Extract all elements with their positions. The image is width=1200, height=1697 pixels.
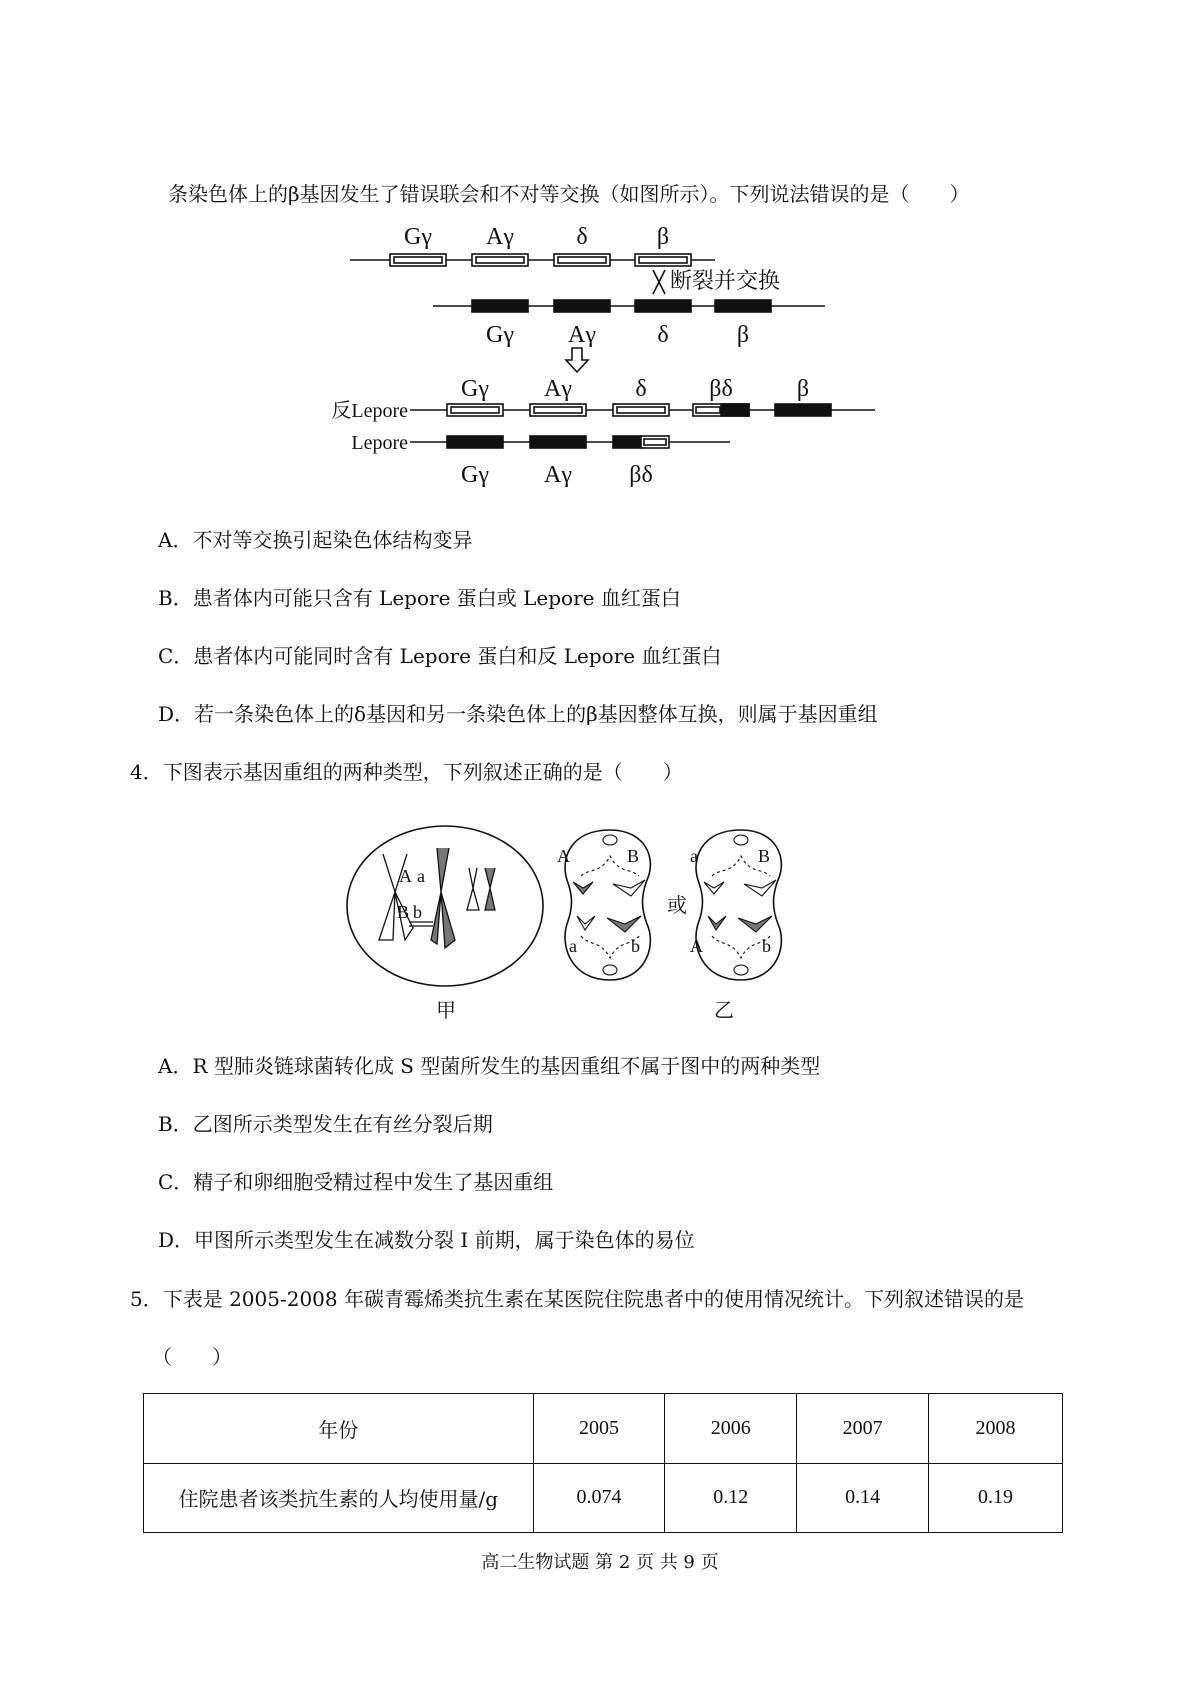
q5-stem: 5．下表是 2005-2008 年碳青霉烯类抗生素在某医院住院患者中的使用情况统计。下列叙述错误的是 [130,1287,1024,1311]
recombination-diagram [345,818,865,998]
q3-option-c: C．患者体内可能同时含有 Lepore 蛋白和反 Lepore 血红蛋白 [158,644,722,668]
q4-option-d: D．甲图所示类型发生在减数分裂 I 前期，属于染色体的易位 [158,1228,695,1252]
value-2005: 0.074 [533,1463,665,1533]
q3-option-a: A．不对等交换引起染色体结构变异 [158,528,473,552]
yi1-label-a-lower: a [569,936,577,956]
label-a3: Aγ [544,376,572,402]
page-footer: 高二生物试题 第 2 页 共 9 页 [481,1552,719,1573]
yi2-label-b-lower: b [762,936,771,956]
yi2-label-a-lower: a [690,846,698,866]
label-g4: Gγ [461,462,489,488]
row-anti-lepore: 反Lepore [331,400,408,422]
label-bd3: βδ [709,376,733,402]
yi1-label-b-lower: b [631,936,640,956]
q4-option-a: A．R 型肺炎链球菌转化成 S 型菌所发生的基因重组不属于图中的两种类型 [158,1054,821,1078]
row-label: 住院患者该类抗生素的人均使用量/g [144,1463,534,1533]
label-g3: Gγ [461,376,489,402]
yi1-label-a-upper: A [557,846,570,866]
q3-option-d: D．若一条染色体上的δ基因和另一条染色体上的β基因整体互换，则属于基因重组 [158,702,878,726]
label-b2: β [736,322,750,348]
row-lepore: Lepore [351,432,408,454]
caption-jia: 甲 [436,998,456,1022]
q4-stem: 4．下图表示基因重组的两种类型，下列叙述正确的是（ ） [130,760,683,784]
label-d1: δ [576,224,588,250]
jia-label-b-upper: B [397,902,410,922]
q3-option-b: B．患者体内可能只含有 Lepore 蛋白或 Lepore 血红蛋白 [158,586,681,610]
yi1-label-b-upper: B [627,846,640,866]
label-a1: Aγ [486,224,514,250]
jia-label-b-lower: b [413,902,422,922]
antibiotic-usage-table [143,1393,1063,1533]
q5-paren: （ ） [152,1345,232,1369]
yi2-label-a-upper: A [690,936,703,956]
label-d3: δ [635,376,647,402]
value-2006: 0.12 [665,1463,797,1533]
header-year: 年份 [144,1394,534,1464]
label-a4: Aγ [544,462,572,488]
table-header-row [144,1394,1063,1464]
header-2008: 2008 [929,1394,1063,1464]
caption-yi: 乙 [714,998,734,1022]
label-bd4: βδ [629,462,653,488]
jia-label-a-lower: a [417,866,425,886]
header-2006: 2006 [665,1394,797,1464]
label-a2: Aγ [568,322,596,348]
value-2008: 0.19 [929,1463,1063,1533]
value-2007: 0.14 [797,1463,929,1533]
or-label: 或 [667,895,687,917]
yi2-label-b-upper: B [758,846,771,866]
q4-option-c: C．精子和卵细胞受精过程中发生了基因重组 [158,1170,554,1194]
lepore-diagram [315,210,875,500]
jia-label-a-upper: A [399,866,412,886]
exchange-label: 断裂并交换 [670,268,781,293]
label-g1: Gγ [404,224,432,250]
q4-option-b: B．乙图所示类型发生在有丝分裂后期 [158,1112,493,1136]
header-2007: 2007 [797,1394,929,1464]
q3-intro: 条染色体上的β基因发生了错误联会和不对等交换（如图所示）。下列说法错误的是（ ） [168,182,970,206]
label-b3: β [796,376,810,402]
header-2005: 2005 [533,1394,665,1464]
label-d2: δ [657,322,669,348]
label-g2: Gγ [486,322,514,348]
table-row [144,1463,1063,1533]
label-b1: β [656,224,670,250]
